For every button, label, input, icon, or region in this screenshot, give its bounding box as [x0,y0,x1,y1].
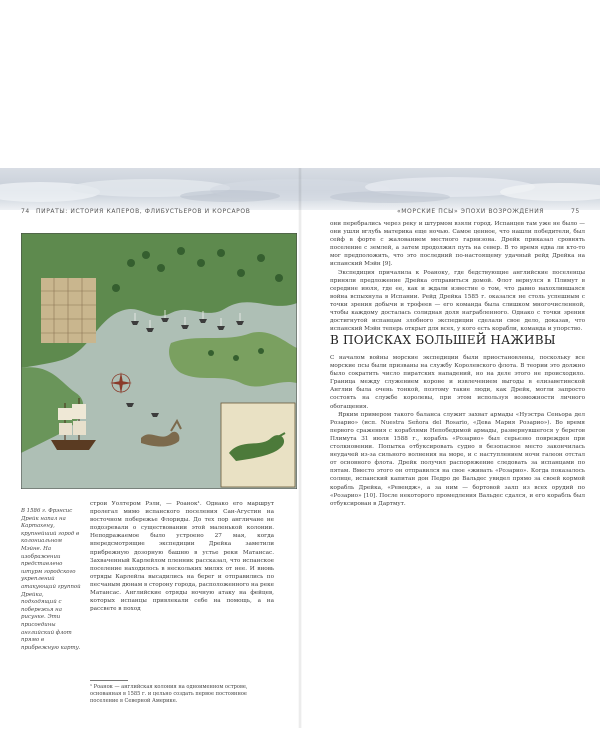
right-top-body [330,220,585,333]
right-paragraph: Экспедиция причалила к Роаноку, где бедствующие английские поселенцы приняли предложение Дрейка отправиться домой. Флот вернулся в Плимут в середине июля, где ее, как и ждали известие о том, что давно нахохлившаяся война вспыхнула в Испании. Рейд Дрейка 1585 г. оказался не столь успешным с точки зрения добычи и трофеев — его команда была слишком многочисленной, чтобы каждому досталась солидная доля награбленного. Однако с точки зрения достигнутой испанцам злобного экспедиции сделали свое дело, доказав, что испанский Мэйн теперь открыт для всех, у кого есть корабли, команда и упорство. [330,269,585,333]
footnote-rule [90,680,128,681]
section-heading: В ПОИСКАХ БОЛЬШЕЙ НАЖИВЫ [330,333,556,347]
right-page-number: 75 [571,208,580,215]
cartagena-map-illustration [21,233,297,489]
right-bottom-body [330,354,585,508]
book-spine-shadow [298,168,302,728]
left-paragraph: строи Уолтером Рэли, — Роанок¹. Однако его маршрут пролегал мимо испанского поселения Сан-Агустин на восточном побережье Флориды. До тех пор англичане не подозревали о существовании этой маленькой колонии. Неподражаемое было устроено 27 мая, когда впередсмотрящие экспедиции Дрейка заметили прибрежную дозорную башню в устье реки Матансас. Захваченный Карлейлом пленник рассказал, что испанское поселение находилось в нескольких милях от нее. И вновь отряды Карлейла высадились на берег и отправились по песчаным дюнам в сторону города, расположенного на реке Матансас. Английские отряды ночную атаку на фейцев, которых испанцы привлекали себе на помощь, а на рассвете в поход [90,501,274,613]
right-paragraph: они перебрались через реку и штурмом взяли город. Испанцев там уже не было — они ушли вглубь материка еще ночью. Самое ценное, что нашли победители, был сейф в форте с жалованием местного гарнизона. Дрейк приказал сровнять поселение с землей, а затем продолжил путь на север. В то время едва ли кто-то мог предположить, что это последний по-настоящему удачный рейд Дрейка на испанский Мэйн [9]. [330,221,585,268]
left-running-title: ПИРАТЫ: ИСТОРИЯ КАПЕРОВ, ФЛИБУСТЬЕРОВ И КОРСАРОВ [36,208,251,215]
figure-caption: В 1586 г. Фрэнсис Дрейк напал на Картахену, крупнейший город в колониальном Мэйне. На изображении представлено штурм городского укреплений атакующий группой Дрейка, подходящий с побережья на рисунке. Эти присоедины английский флот прямо в прибрежную карту. [21,508,81,651]
right-running-title: «МОРСКИЕ ПСЫ» ЭПОХИ ВОЗРОЖДЕНИЯ [397,208,545,215]
right-paragraph: Ярким примером такого баланса служит захват армады «Нуэстра Сеньора дел Розарио» (исп. Nuestra Señora del Rosario, «Дева Мария Розарио»). Во время первого сражения с кораблями Непобедимой армады, развернувшегося у берегов Плимута 31 июля 1588 г., корабль «Розарио» был серьезно поврежден при столкновении. Попытка отбуксировать судно в безопасное место закончилась неудачей из-за сильного волнения на море, и с наступлением ночи галеон отстал от основного флота. Дрейк получил распоряжение следовать за испанцами по пятам. Вместо этого он отправился на свое «живать «Розарио». Когда показалось солнце, испанский капитан дон Педро де Вальдес увидел прямо за своей кормой корабль Дрейка, «Ревендж», а за ним — бортовой залп из всех орудий по «Розарио» [10]. После некоторого промедления Вальдес сдался, и его корабль был отбуксирован в Дартмут. [330,411,585,507]
right-paragraph: С началом войны морские экспедиции были приостановлены, поскольку все морские псы были призваны на службу Королевского флота. В теории это должно было сократить число пиратских нападений, но на деле этого не происходило. Граница между служением короне и извлечением выгоды в елизаветинской Англии была очень тонкой, поэтому такие люди, как Дрейк, могли запросто состоять на службе королевы, при этом используя возможности личного обогащения. [330,355,585,410]
left-column-body [90,500,274,613]
left-page-number: 74 [21,208,30,215]
footnote: ¹ Роанок — английская колония на одноименном острове, основанная в 1585 г. и цельно создать первое постоянное поселение в Северной Америке. [90,684,248,704]
